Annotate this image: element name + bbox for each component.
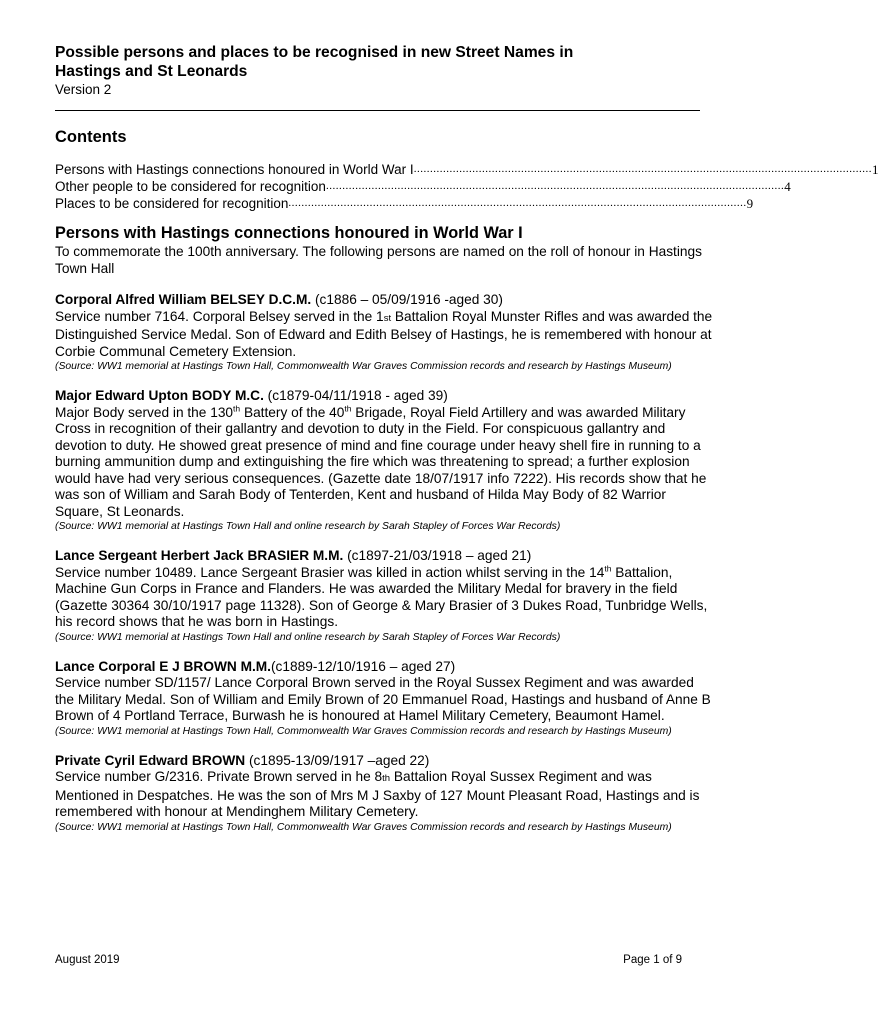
toc-leader-dots: .............................................................................................................................................	[413, 163, 872, 175]
person-description: Service number 10489. Lance Sergeant Brasier was killed in action whilst serving in the 14th Battalion, Machine Gun Corps in France and Flanders. He was awarded the Military Medal for bravery in the field (Gazette 30364 30/10/1917 page 11328). Son of George & Mary Brasier of 3 Dukes Road, Tunbridge Wells, his record shows that he was born in Hastings.	[55, 562, 708, 629]
person-name: Lance Corporal E J BROWN M.M.	[55, 658, 271, 674]
person-dates: (c1886 – 05/09/1916 -aged 30)	[311, 292, 503, 307]
toc-leader-dots: .............................................................................................................................................	[325, 180, 785, 192]
toc-entry-page: 9	[746, 196, 754, 211]
toc-entry-label: Places to be considered for recognition	[55, 196, 289, 211]
person-name: Lance Sergeant Herbert Jack BRASIER M.M.	[55, 548, 344, 563]
person-entry	[55, 548, 715, 644]
person-dates: (c1879-04/11/1918 - aged 39)	[263, 388, 448, 403]
title-line-1: Possible persons and places to be recognised in new Street Names in	[55, 44, 574, 61]
person-name: Private Cyril Edward BROWN	[55, 752, 246, 768]
page-footer	[55, 954, 682, 966]
person-entry	[55, 659, 715, 738]
person-header	[55, 388, 715, 405]
person-header	[55, 292, 715, 309]
person-name: Corporal Alfred William BELSEY D.C.M.	[55, 292, 312, 307]
person-dates: (c1889-12/10/1916 – aged 27)	[270, 658, 456, 674]
toc-entry-page: 4	[784, 179, 791, 194]
toc-entry-page: 1	[871, 162, 878, 177]
person-dates: (c1897-21/03/1918 – aged 21)	[343, 548, 532, 563]
title-line-2: Hastings and St Leonards	[55, 63, 248, 80]
person-source: (Source: WW1 memorial at Hastings Town Hall and online research by Sarah Stapley of Forces War Records)	[55, 631, 561, 643]
footer-date: August 2019	[55, 954, 120, 966]
person-entry	[55, 388, 715, 533]
person-header	[55, 753, 715, 770]
title-divider	[55, 110, 700, 111]
toc-entry-label: Other people to be considered for recognition	[55, 179, 326, 194]
person-description: Major Body served in the 130th Battery of the 40th Brigade, Royal Field Artillery and was awarded Military Cross in recognition of their gallantry and devotion to duty in the Field. For conspicuous gallantry and devotion to duty. He showed great presence of mind and fine courage under heavy shell fire in running to a burning ammunition dump and extinguishing the fire which was threatening to spread; a further explosion would have had very serious consequences. (Gazette date 18/07/1917 info 7222). His records show that he was son of William and Sarah Body of Tenterden, Kent and husband of Hilda May Body of 82 Warrior Square, St Leonards.	[55, 402, 707, 519]
person-dates: (c1895-13/09/1917 –aged 22)	[245, 752, 430, 768]
person-description: Service number SD/1157/ Lance Corporal Brown served in the Royal Sussex Regiment and was awarded the Military Medal. Son of William and Emily Brown of 20 Emmanuel Road, Hastings and husband of Anne B Brown of 4 Portland Terrace, Burwash he is honoured at Hamel Military Cemetery, Beaumont Hamel.	[55, 675, 711, 723]
toc-leader-dots: .............................................................................................................................................	[288, 197, 747, 209]
toc-entry-label: Persons with Hastings connections honoured in World War I	[55, 162, 414, 177]
section-heading: Persons with Hastings connections honoured in World War I	[55, 224, 523, 242]
person-entry	[55, 292, 715, 373]
toc-entry[interactable]	[55, 161, 878, 178]
toc-entry[interactable]	[55, 195, 754, 212]
person-description: Service number G/2316. Private Brown served in he 8th Battalion Royal Sussex Regiment and was Mentioned in Despatches. He was the son of Mrs M J Saxby of 127 Mount Pleasant Road, Hastings and is remembered with honour at Mendinghem Military Cemetery.	[55, 769, 700, 819]
person-header	[55, 548, 715, 565]
person-header	[55, 659, 715, 676]
toc-entry[interactable]	[55, 178, 791, 195]
person-source: (Source: WW1 memorial at Hastings Town Hall and online research by Sarah Stapley of Forces War Records)	[55, 521, 561, 532]
document-page	[55, 43, 878, 834]
version-label: Version 2	[55, 82, 112, 97]
document-title	[55, 43, 715, 81]
person-entry	[55, 753, 715, 834]
person-source: (Source: WW1 memorial at Hastings Town Hall, Commonwealth War Graves Commission records and research by Hastings Museum)	[55, 725, 672, 737]
table-of-contents	[55, 161, 878, 212]
contents-heading: Contents	[55, 128, 127, 146]
footer-page-number: Page 1 of 9	[623, 954, 682, 966]
person-source: (Source: WW1 memorial at Hastings Town Hall, Commonwealth War Graves Commission records and research by Hastings Museum)	[55, 361, 672, 372]
section-intro: To commemorate the 100th anniversary. The following persons are named on the roll of honour in Hastings Town Hall	[55, 244, 702, 276]
person-description: Service number 7164. Corporal Belsey served in the 1st Battalion Royal Munster Rifles and was awarded the Distinguished Service Medal. Son of Edward and Edith Belsey of Hastings, he is remembered with honour at Corbie Communal Cemetery Extension.	[55, 308, 713, 359]
person-source: (Source: WW1 memorial at Hastings Town Hall, Commonwealth War Graves Commission records and research by Hastings Museum)	[55, 821, 672, 833]
person-name: Major Edward Upton BODY M.C.	[55, 388, 264, 403]
